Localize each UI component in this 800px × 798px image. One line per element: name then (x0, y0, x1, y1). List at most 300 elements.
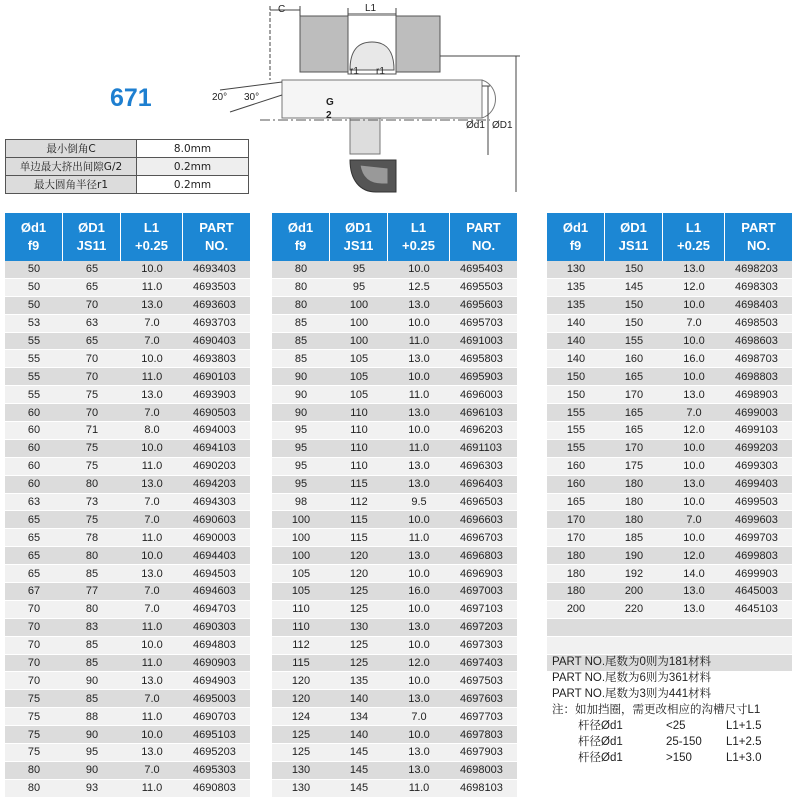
table-cell: 165 (605, 368, 663, 386)
table-cell: 140 (547, 333, 605, 351)
table-cell: 13.0 (663, 261, 725, 279)
table-cell: 4698003 (450, 762, 517, 780)
table-cell: 4699703 (725, 529, 792, 547)
table-cell: 4695703 (450, 315, 517, 333)
table-cell: 10.0 (388, 565, 450, 583)
column-header-line2: NO. (746, 238, 771, 253)
table-cell: 130 (272, 780, 330, 798)
table-row (5, 655, 250, 673)
table-cell: 60 (5, 440, 63, 458)
table-cell: 85 (63, 565, 121, 583)
table-cell: 88 (63, 708, 121, 726)
table-cell (725, 637, 792, 655)
table-cell: 4697903 (450, 744, 517, 762)
table-row (547, 529, 792, 547)
table-cell: 90 (272, 386, 330, 404)
table-cell: 4690703 (183, 708, 250, 726)
table-row (5, 583, 250, 601)
table-row (5, 529, 250, 547)
table-cell: 75 (63, 440, 121, 458)
spec-value: 0.2mm (137, 176, 249, 194)
table-cell: 160 (547, 476, 605, 494)
table-cell: 75 (63, 458, 121, 476)
table-cell: 4690603 (183, 511, 250, 529)
column-header (663, 213, 725, 261)
table-row (547, 297, 792, 315)
table-cell: 10.0 (121, 547, 183, 565)
column-header-line1: Ød1 (562, 220, 589, 235)
column-header (5, 213, 63, 261)
table-cell: 4695403 (450, 261, 517, 279)
table-cell: 13.0 (663, 601, 725, 619)
table-cell: 105 (330, 386, 388, 404)
table-cell: 115 (272, 655, 330, 673)
table-cell: 220 (605, 601, 663, 619)
table-cell: 4698103 (450, 780, 517, 798)
table-row (5, 565, 250, 583)
table-cell: 4699003 (725, 404, 792, 422)
column-header-line2: JS11 (343, 238, 374, 253)
column-header-line1: L1 (143, 220, 160, 235)
table-cell: 10.0 (663, 494, 725, 512)
table-row (5, 762, 250, 780)
table-cell: 105 (272, 565, 330, 583)
table-cell: 12.0 (663, 422, 725, 440)
column-header-line1: L1 (410, 220, 427, 235)
table-cell: 95 (63, 744, 121, 762)
table-cell: 125 (330, 655, 388, 673)
table-row (5, 404, 250, 422)
table-cell: 78 (63, 529, 121, 547)
table-row (5, 708, 250, 726)
table-cell: 4694603 (183, 583, 250, 601)
table-cell: 124 (272, 708, 330, 726)
table-cell: 70 (63, 404, 121, 422)
table-cell: 50 (5, 261, 63, 279)
column-header (605, 213, 663, 261)
table-cell: 10.0 (663, 368, 725, 386)
table-cell: 170 (547, 511, 605, 529)
table-cell: 150 (605, 297, 663, 315)
table-cell: 4698703 (725, 350, 792, 368)
table-cell: 4698303 (725, 279, 792, 297)
table-cell: 4695203 (183, 744, 250, 762)
spec-value: 0.2mm (137, 158, 249, 176)
table-cell: 100 (330, 333, 388, 351)
table-cell: 4696903 (450, 565, 517, 583)
table-cell: 4694503 (183, 565, 250, 583)
column-header-line2: f9 (294, 238, 307, 253)
table-cell: 4693803 (183, 350, 250, 368)
table-cell: 180 (547, 565, 605, 583)
table-cell: 110 (272, 601, 330, 619)
table-row (272, 726, 517, 744)
table-cell: 80 (63, 476, 121, 494)
table-cell: 70 (63, 368, 121, 386)
table-cell: 53 (5, 315, 63, 333)
table-cell: 4697103 (450, 601, 517, 619)
table-cell: 63 (5, 494, 63, 512)
column-header (547, 213, 605, 261)
table-row (5, 315, 250, 333)
table-cell: 80 (5, 762, 63, 780)
table-cell: 165 (547, 494, 605, 512)
table-cell: 4699403 (725, 476, 792, 494)
table-row (547, 601, 792, 619)
table-row (272, 583, 517, 601)
table-cell: 55 (5, 333, 63, 351)
table-cell (547, 619, 605, 637)
dim-D1: ØD1 (492, 120, 513, 131)
table-cell: 10.0 (663, 458, 725, 476)
table-cell: 10.0 (121, 440, 183, 458)
column-header-line2: NO. (471, 238, 496, 253)
dimension-table-3 (547, 213, 792, 672)
table-cell: 4698803 (725, 368, 792, 386)
table-cell: 13.0 (388, 762, 450, 780)
table-cell: 105 (330, 350, 388, 368)
table-cell (547, 637, 605, 655)
table-cell: 155 (547, 422, 605, 440)
table-cell: 70 (5, 601, 63, 619)
table-cell: 55 (5, 368, 63, 386)
table-cell: 85 (63, 655, 121, 673)
table-cell: 85 (63, 637, 121, 655)
table-cell: 110 (330, 440, 388, 458)
note-cell: L1+2.5 (726, 736, 762, 748)
table-cell: 60 (5, 458, 63, 476)
table-cell: 4694803 (183, 637, 250, 655)
table-row (272, 476, 517, 494)
table-cell: 150 (605, 315, 663, 333)
note-line-1: PART NO.尾数为0则为181材料 (552, 656, 712, 668)
table-cell: 135 (330, 672, 388, 690)
table-cell: 7.0 (121, 762, 183, 780)
table-row (272, 458, 517, 476)
table-cell: 112 (330, 494, 388, 512)
table-cell: 11.0 (388, 780, 450, 798)
column-header (63, 213, 121, 261)
table-cell: 13.0 (663, 386, 725, 404)
table-cell: 4698603 (725, 333, 792, 351)
table-row (272, 744, 517, 762)
dim-c: C (278, 4, 286, 15)
table-cell: 4694903 (183, 672, 250, 690)
column-header (388, 213, 450, 261)
table-cell: 4690503 (183, 404, 250, 422)
table-cell: 80 (272, 279, 330, 297)
table-cell: 4694403 (183, 547, 250, 565)
table-cell: 4690003 (183, 529, 250, 547)
table-row (5, 690, 250, 708)
table-cell: 65 (5, 565, 63, 583)
table-cell: 70 (5, 619, 63, 637)
table-cell: 7.0 (121, 315, 183, 333)
table-cell: 180 (547, 547, 605, 565)
table-cell: 145 (605, 279, 663, 297)
table-cell: 11.0 (121, 529, 183, 547)
table-cell: 125 (330, 637, 388, 655)
table-row (5, 511, 250, 529)
table-cell: 4695303 (183, 762, 250, 780)
table-cell: 10.0 (388, 261, 450, 279)
table-cell: 98 (272, 494, 330, 512)
table-cell: 100 (272, 547, 330, 565)
table-cell: 13.0 (388, 619, 450, 637)
column-header-line2: f9 (27, 238, 40, 253)
table-cell: 50 (5, 279, 63, 297)
table-cell: 200 (605, 583, 663, 601)
table-cell: 10.0 (663, 333, 725, 351)
table-cell: 110 (330, 404, 388, 422)
table-cell: 13.0 (663, 476, 725, 494)
table-cell: 100 (330, 297, 388, 315)
table-row (547, 637, 792, 655)
column-header-line1: ØD1 (620, 220, 647, 235)
table-cell: 90 (63, 672, 121, 690)
table-cell (605, 619, 663, 637)
table-cell: 95 (330, 261, 388, 279)
table-cell (663, 619, 725, 637)
table-cell: 100 (272, 511, 330, 529)
table-row (5, 440, 250, 458)
table-cell: 7.0 (388, 708, 450, 726)
table-cell (725, 619, 792, 637)
table-cell: 4696203 (450, 422, 517, 440)
table-cell: 13.0 (388, 458, 450, 476)
table-row (5, 744, 250, 762)
table-cell: 90 (63, 762, 121, 780)
note-cell: L1+1.5 (726, 720, 762, 732)
table-cell: 7.0 (663, 511, 725, 529)
table-row (272, 547, 517, 565)
table-cell: 7.0 (121, 690, 183, 708)
dim-g: G (326, 97, 334, 108)
table-row (272, 368, 517, 386)
table-row (272, 672, 517, 690)
table-cell: 80 (272, 261, 330, 279)
table-row (272, 529, 517, 547)
table-cell: 155 (605, 333, 663, 351)
dim-r1a: r1 (350, 66, 359, 77)
table-cell: 85 (63, 690, 121, 708)
table-row (5, 333, 250, 351)
table-cell: 105 (330, 368, 388, 386)
table-cell: 85 (272, 350, 330, 368)
table-cell: 10.0 (388, 601, 450, 619)
model-number: 671 (110, 84, 152, 112)
table-row (5, 726, 250, 744)
table-row (547, 440, 792, 458)
table-cell: 4695103 (183, 726, 250, 744)
table-cell: 8.0 (121, 422, 183, 440)
note-cell: 杆径Ød1 (578, 752, 623, 764)
table-cell: 135 (547, 279, 605, 297)
table-cell: 65 (63, 279, 121, 297)
table-cell: 4699903 (725, 565, 792, 583)
table-cell: 4695603 (450, 297, 517, 315)
column-header (272, 213, 330, 261)
table-cell: 4699203 (725, 440, 792, 458)
note-line-4: 注：如加挡圈，需更改相应的沟槽尺寸L1 (552, 704, 761, 716)
table-cell: 10.0 (121, 637, 183, 655)
table-cell: 10.0 (388, 726, 450, 744)
table-row (272, 386, 517, 404)
table-row (5, 637, 250, 655)
table-cell: 4693403 (183, 261, 250, 279)
table-row (547, 547, 792, 565)
table-cell: 11.0 (388, 386, 450, 404)
table-cell: 4693903 (183, 386, 250, 404)
table-cell: 120 (272, 690, 330, 708)
table-cell: 14.0 (663, 565, 725, 583)
table-row (547, 333, 792, 351)
table-cell: 13.0 (388, 350, 450, 368)
note-cell: 25-150 (666, 736, 702, 748)
table-cell: 160 (547, 458, 605, 476)
table-cell: 4690203 (183, 458, 250, 476)
table-cell: 95 (330, 279, 388, 297)
table-cell: 170 (605, 386, 663, 404)
table-cell: 145 (330, 762, 388, 780)
table-cell: 130 (330, 619, 388, 637)
table-cell: 60 (5, 422, 63, 440)
table-cell: 7.0 (121, 494, 183, 512)
table-row (547, 494, 792, 512)
table-cell: 160 (605, 350, 663, 368)
angle-20: 20° (212, 92, 228, 103)
table-cell: 95 (272, 440, 330, 458)
table-cell: 7.0 (121, 583, 183, 601)
dimension-table-2 (272, 213, 517, 798)
table-cell: 155 (547, 440, 605, 458)
table-row (5, 297, 250, 315)
table-cell: 73 (63, 494, 121, 512)
table-cell: 180 (605, 511, 663, 529)
table-cell: 180 (547, 583, 605, 601)
table-cell: 16.0 (388, 583, 450, 601)
table-row (272, 601, 517, 619)
table-row (272, 762, 517, 780)
table-cell: 4645103 (725, 601, 792, 619)
table-cell: 140 (547, 315, 605, 333)
table-cell: 4690903 (183, 655, 250, 673)
table-row (272, 637, 517, 655)
table-cell: 13.0 (388, 404, 450, 422)
table-cell: 4699103 (725, 422, 792, 440)
table-row (272, 708, 517, 726)
table-cell: 10.0 (121, 726, 183, 744)
table-cell: 4697503 (450, 672, 517, 690)
table-row (5, 458, 250, 476)
table-cell: 75 (5, 744, 63, 762)
column-header-line2: +0.25 (677, 238, 710, 253)
table-cell: 4696703 (450, 529, 517, 547)
table-row (547, 619, 792, 637)
table-row (272, 279, 517, 297)
table-cell: 4691003 (450, 333, 517, 351)
column-header-line1: PART (466, 220, 501, 235)
table-cell: 70 (63, 297, 121, 315)
table-cell: 7.0 (121, 601, 183, 619)
table-cell: 55 (5, 386, 63, 404)
table-cell: 125 (330, 583, 388, 601)
table-cell: 10.0 (388, 422, 450, 440)
column-header-line1: ØD1 (78, 220, 105, 235)
column-header (450, 213, 517, 261)
spec-label: 最小倒角C (6, 140, 137, 158)
table-row (5, 494, 250, 512)
table-cell: 4690103 (183, 368, 250, 386)
table-cell: 4694203 (183, 476, 250, 494)
table-row (5, 601, 250, 619)
table-cell: 4691103 (450, 440, 517, 458)
table-cell: 130 (547, 261, 605, 279)
table-row (5, 386, 250, 404)
table-cell: 13.0 (663, 583, 725, 601)
table-cell: 13.0 (121, 672, 183, 690)
column-header (725, 213, 792, 261)
table-cell: 93 (63, 780, 121, 798)
table-row (272, 297, 517, 315)
table-row (5, 780, 250, 798)
table-row (272, 440, 517, 458)
table-row (5, 619, 250, 637)
table-row (547, 404, 792, 422)
table-cell: 10.0 (388, 637, 450, 655)
table-row (272, 655, 517, 673)
column-header (330, 213, 388, 261)
table-row (547, 511, 792, 529)
table-cell: 67 (5, 583, 63, 601)
table-row (547, 386, 792, 404)
table-cell: 75 (63, 511, 121, 529)
table-row (272, 261, 517, 279)
table-cell: 80 (272, 297, 330, 315)
table-cell: 65 (63, 333, 121, 351)
note-groove-row (552, 718, 762, 734)
table-row (272, 333, 517, 351)
table-cell: 4699603 (725, 511, 792, 529)
table-cell: 4695803 (450, 350, 517, 368)
table-cell: 71 (63, 422, 121, 440)
table-row (272, 690, 517, 708)
column-header-line2: JS11 (618, 238, 649, 253)
table-cell: 13.0 (121, 565, 183, 583)
table-cell: 11.0 (121, 619, 183, 637)
table-cell: 100 (330, 315, 388, 333)
table-cell: 4699303 (725, 458, 792, 476)
note-cell: 杆径Ød1 (578, 736, 623, 748)
dim-r1b: r1 (376, 66, 385, 77)
table-cell: 4695503 (450, 279, 517, 297)
table-cell: 155 (547, 404, 605, 422)
table-cell: 11.0 (121, 458, 183, 476)
table-cell: 95 (272, 458, 330, 476)
note-cell: >150 (666, 752, 692, 764)
dim-d1: Ød1 (466, 120, 485, 131)
spec-label: 最大圆角半径r1 (6, 176, 137, 194)
note-groove-row (552, 734, 762, 750)
dim-two: 2 (326, 110, 332, 121)
table-row (5, 350, 250, 368)
table-cell: 90 (63, 726, 121, 744)
table-cell: 12.0 (663, 547, 725, 565)
table-cell: 13.0 (121, 476, 183, 494)
table-cell: 125 (272, 744, 330, 762)
table-cell: 70 (5, 672, 63, 690)
table-cell: 70 (63, 350, 121, 368)
